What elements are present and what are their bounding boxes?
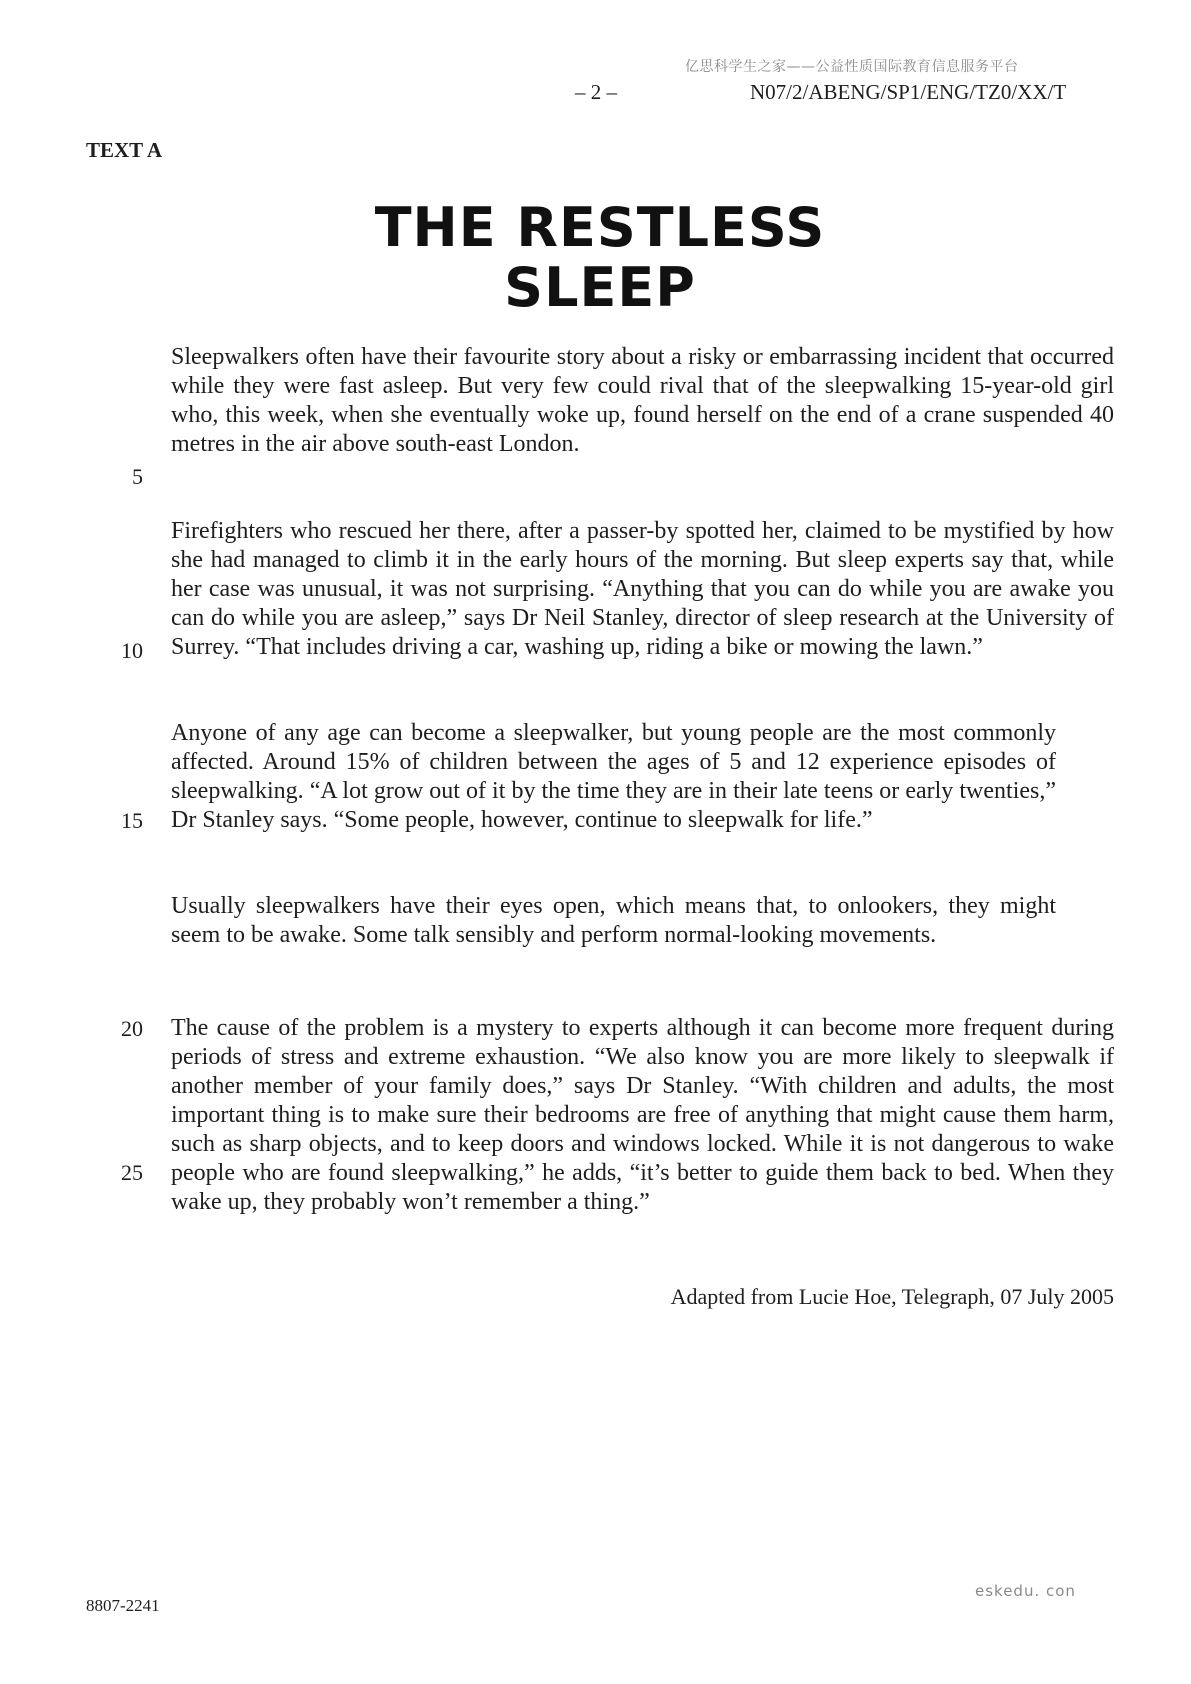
title-line-1: THE RESTLESS: [374, 196, 826, 259]
header-watermark: 亿思科学生之家——公益性质国际教育信息服务平台: [685, 59, 1019, 75]
line-number-10: 10: [121, 638, 143, 663]
source-citation: Adapted from Lucie Hoe, Telegraph, 07 July 2005: [670, 1284, 1114, 1309]
footer-code: 8807-2241: [86, 1596, 160, 1615]
article-title: [200, 198, 1000, 318]
document-code: N07/2/ABENG/SP1/ENG/TZ0/XX/T: [750, 80, 1067, 104]
title-line-2: SLEEP: [504, 256, 696, 319]
page-number: – 2 –: [575, 80, 617, 104]
paragraph-2: Firefighters who rescued her there, after a passer-by spotted her, claimed to be mystified by how she had managed to climb it in the early hours of the morning. But sleep experts say that, while her case was unusual, it was not surprising. “Anything that you can do while you are awake you can do while you are asleep,” says Dr Neil Stanley, director of sleep research at the University of Surrey. “That includes driving a car, washing up, riding a bike or mowing the lawn.”: [171, 518, 1114, 660]
text-label: TEXT A: [86, 138, 163, 162]
line-number-20: 20: [121, 1016, 143, 1041]
paragraph-3: Anyone of any age can become a sleepwalker, but young people are the most commonly affected. Around 15% of children between the ages of 5 and 12 experience episodes of sleepwalking. “A lot grow out of it by the time they are in their late teens or early twenties,” Dr Stanley says. “Some people, however, continue to sleepwalk for life.”: [171, 720, 1056, 833]
line-number-15: 15: [121, 808, 143, 833]
line-number-25: 25: [121, 1160, 143, 1185]
paragraph-5: The cause of the problem is a mystery to experts although it can become more frequent during periods of stress and extreme exhaustion. “We also know you are more likely to sleepwalk if another member of your family does,” says Dr Stanley. “With children and adults, the most important thing is to make sure their bedrooms are free of anything that might cause them harm, such as sharp objects, and to keep doors and windows locked. While it is not dangerous to wake people who are found sleepwalking,” he adds, “it’s better to guide them back to bed. When they wake up, they probably won’t remember a thing.”: [171, 1015, 1114, 1215]
paragraph-1: Sleepwalkers often have their favourite story about a risky or embarrassing incident that occurred while they were fast asleep. But very few could rival that of the sleepwalking 15-year-old girl who, this week, when she eventually woke up, found herself on the end of a crane suspended 40 metres in the air above south-east London.: [171, 344, 1114, 457]
footer-watermark: eskedu. con: [975, 1582, 1076, 1600]
paragraph-4: Usually sleepwalkers have their eyes open, which means that, to onlookers, they might seem to be awake. Some talk sensibly and perform normal-looking movements.: [171, 893, 1056, 948]
line-number-5: 5: [132, 464, 143, 489]
